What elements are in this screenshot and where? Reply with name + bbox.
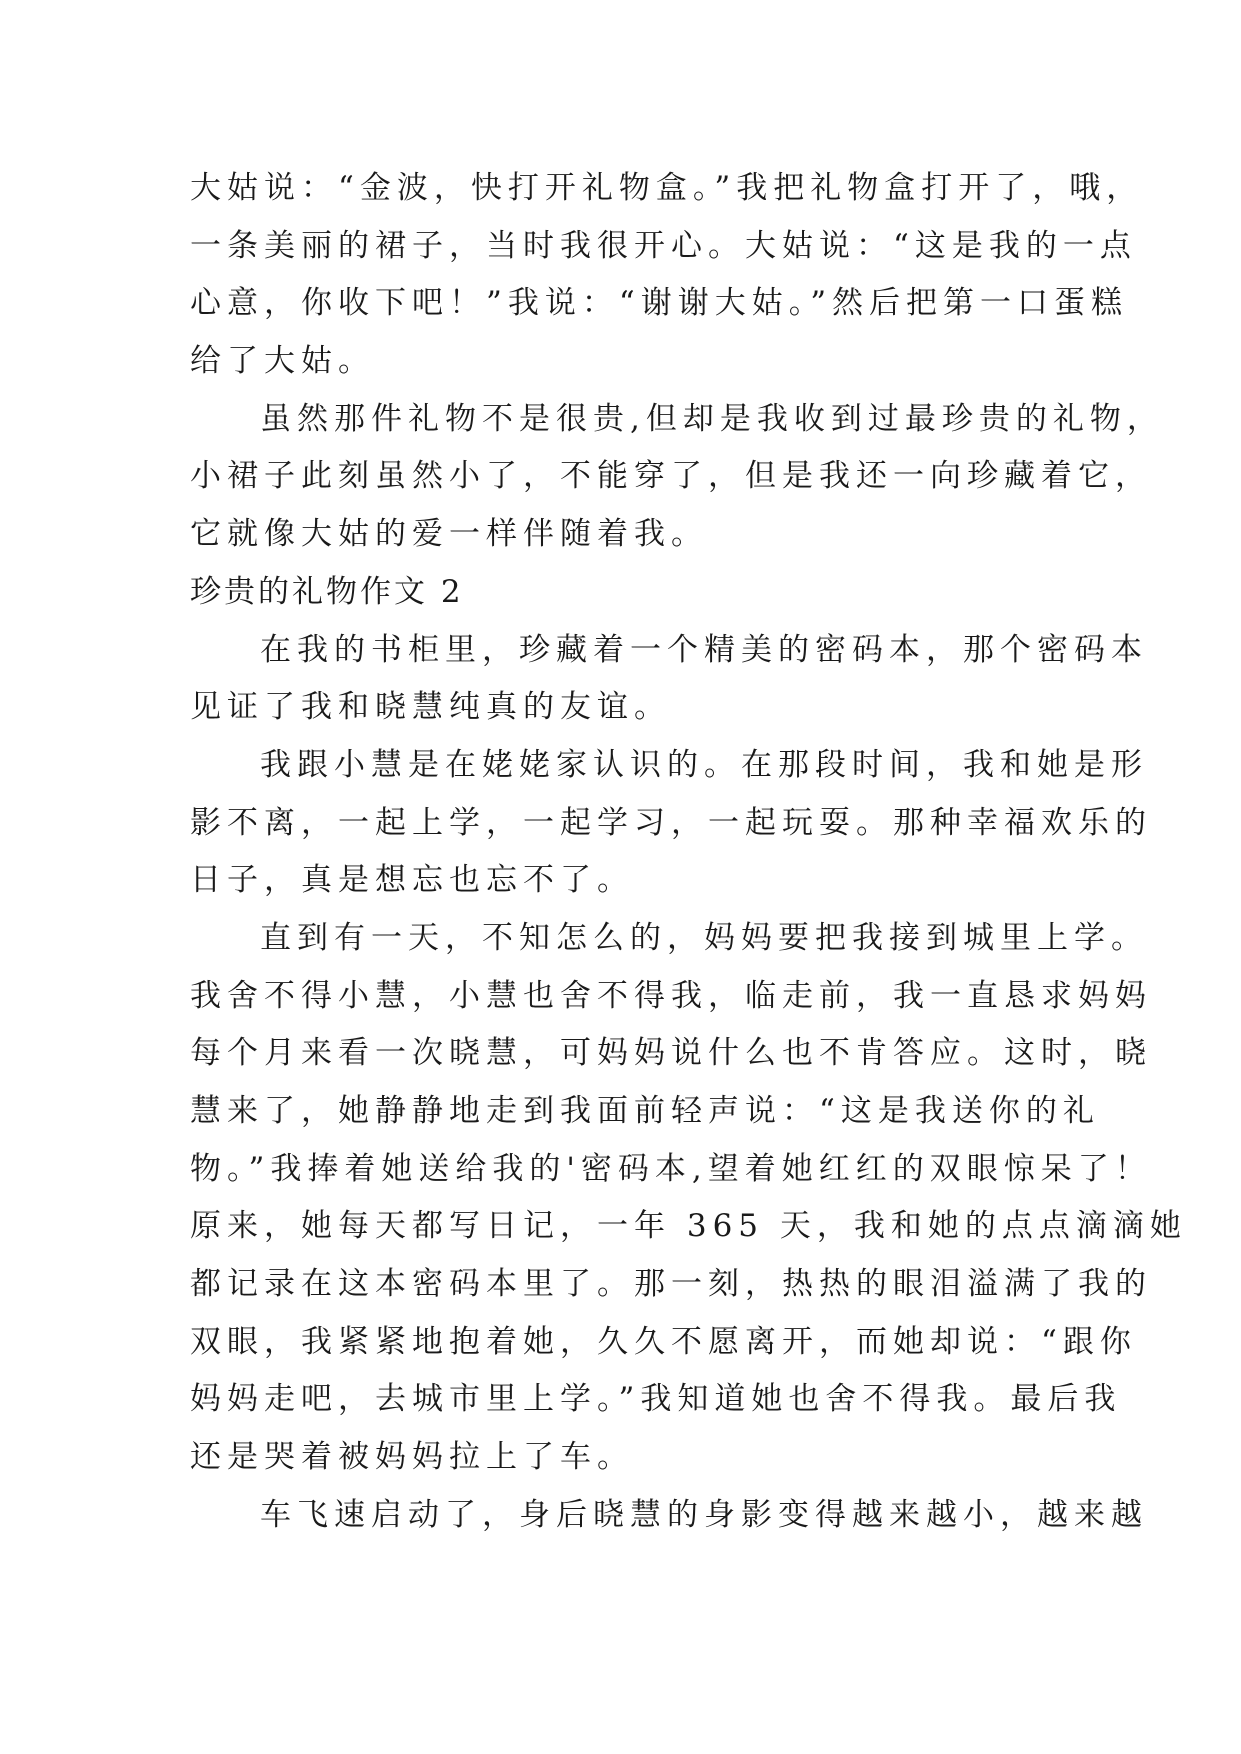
document-body [190,160,1187,1545]
text-line: 它就像大姑的爱一样伴随着我。 [190,516,708,553]
text-line: 日子，真是想忘也忘不了。 [190,862,634,899]
text-line: 都记录在这本密码本里了。那一刻，热热的眼泪溢满了我的 [190,1266,1152,1303]
text-line: 我舍不得小慧，小慧也舍不得我，临走前，我一直恳求妈妈 [190,977,1152,1014]
text-line: 妈妈走吧，去城市里上学。”我知道她也舍不得我。最后我 [190,1381,1122,1418]
text-line: 心意，你收下吧！”我说：“谢谢大姑。”然后把第一口蛋糕 [190,285,1129,322]
paragraph-first-line: 在我的书柜里，珍藏着一个精美的密码本，那个密码本 [260,631,1148,668]
text-line: 每个月来看一次晓慧，可妈妈说什么也不肯答应。这时，晓 [190,1035,1152,1072]
text-line: 慧来了，她静静地走到我面前轻声说：“这是我送你的礼 [190,1093,1100,1129]
paragraph-first-line: 直到有一天，不知怎么的，妈妈要把我接到城里上学。 [260,919,1148,956]
text-line: 给了大姑。 [190,343,375,380]
text-line: 大姑说：“金波，快打开礼物盒。”我把礼物盒打开了，哦， [190,170,1144,206]
text-line: 原来，她每天都写日记，一年 365 天，我和她的点点滴滴她 [190,1208,1187,1245]
text-line: 小裙子此刻虽然小了，不能穿了，但是我还一向珍藏着它， [190,458,1152,495]
paragraph-first-line: 我跟小慧是在姥姥家认识的。在那段时间，我和她是形 [260,746,1148,783]
paragraph-first-line: 车飞速启动了，身后晓慧的身影变得越来越小，越来越 [260,1496,1148,1533]
text-line: 一条美丽的裙子，当时我很开心。大姑说：“这是我的一点 [190,227,1137,264]
text-line: 影不离，一起上学，一起学习，一起玩耍。那种幸福欢乐的 [190,804,1152,841]
section-heading: 珍贵的礼物作文 2 [190,573,464,610]
text-line: 见证了我和晓慧纯真的友谊。 [190,689,671,726]
text-line: 物。”我捧着她送给我的'密码本,望着她红红的双眼惊呆了！ [190,1150,1152,1187]
text-line: 双眼，我紧紧地抱着她，久久不愿离开，而她却说：“跟你 [190,1323,1137,1360]
paragraph-first-line: 虽然那件礼物不是很贵,但却是我收到过最珍贵的礼物， [260,400,1164,437]
text-line: 还是哭着被妈妈拉上了车。 [190,1439,634,1476]
